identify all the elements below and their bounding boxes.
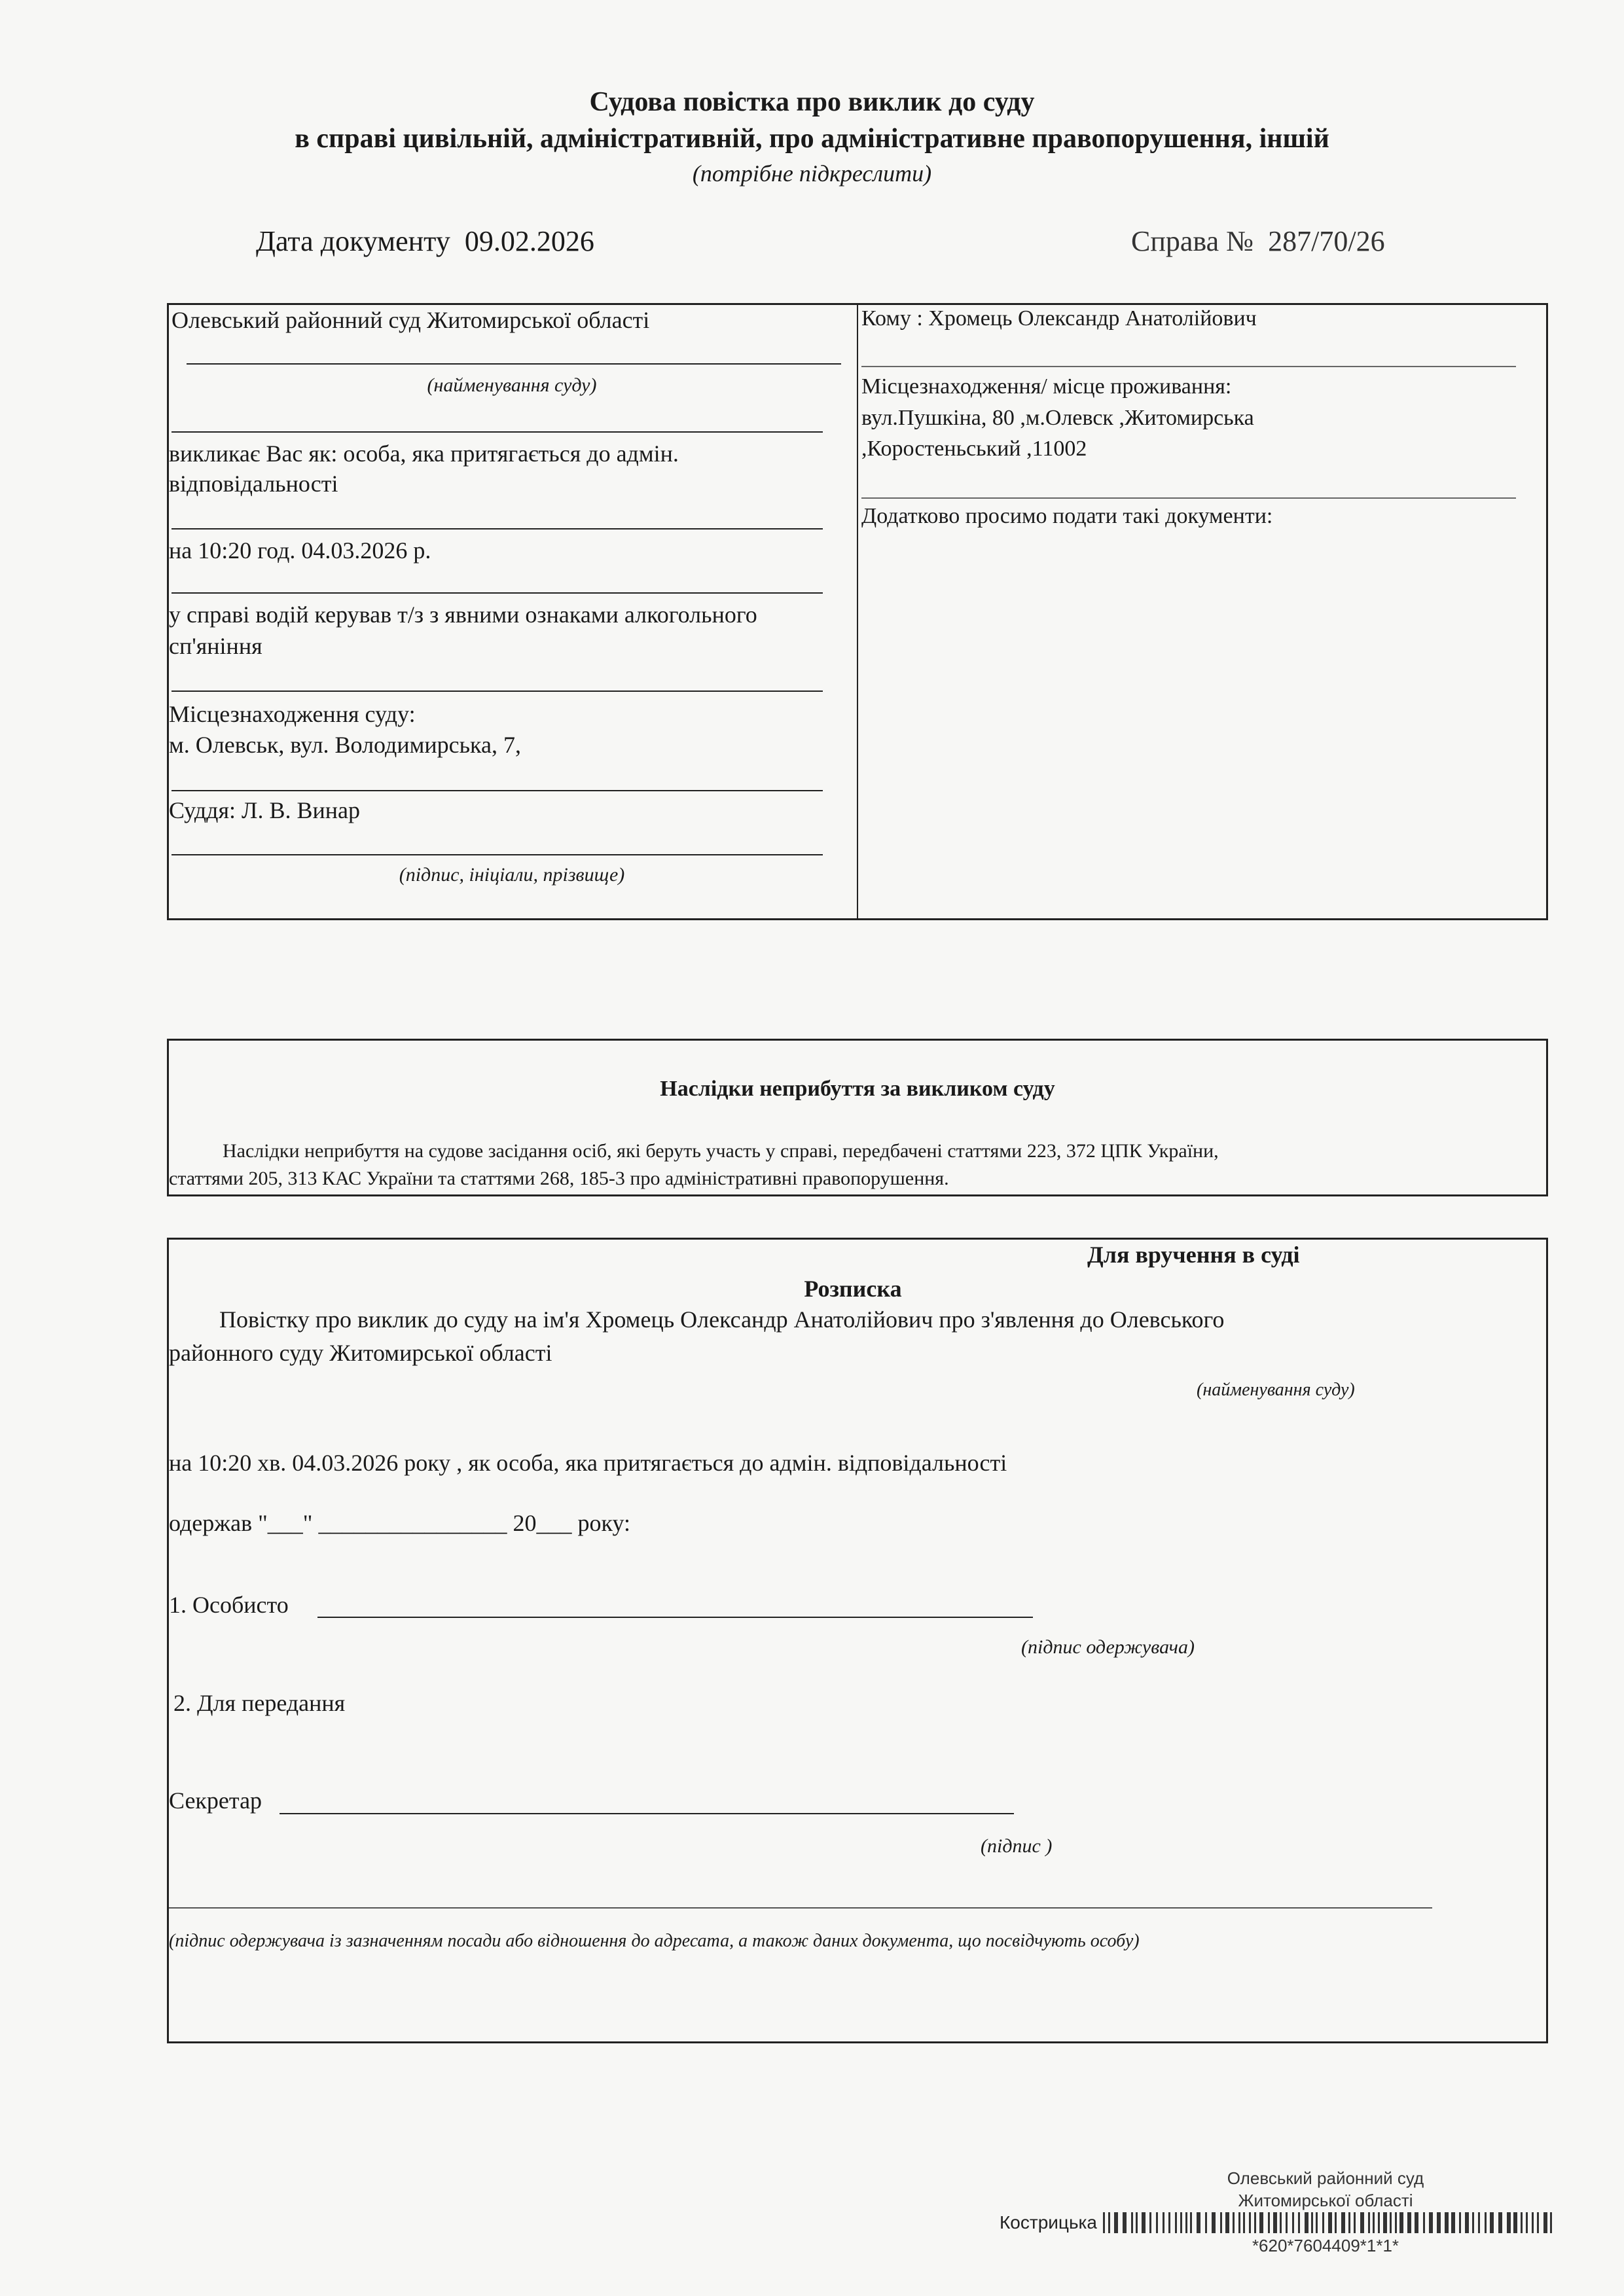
barcode-bar [1437, 2212, 1441, 2233]
barcode-bar [1108, 2212, 1110, 2233]
document-subtitle: в справі цивільній, адміністративній, про адміністративне правопорушення, іншій [295, 124, 1329, 154]
personally-signature-line[interactable] [317, 1617, 1033, 1618]
barcode-bar [1185, 2212, 1187, 2233]
divider [861, 366, 1516, 367]
barcode-bar [1335, 2212, 1337, 2233]
barcode-bar [1292, 2212, 1294, 2233]
barcode-bar [1360, 2212, 1364, 2233]
date-label: Дата документу [256, 225, 450, 257]
divider [171, 854, 823, 855]
barcode-bar [1212, 2212, 1216, 2233]
barcode-bar [1550, 2212, 1552, 2233]
judge-caption: (підпис, ініціали, прізвище) [399, 864, 625, 886]
barcode-bar [1532, 2212, 1534, 2233]
barcode-bar [1298, 2212, 1300, 2233]
divider [171, 790, 823, 791]
judge: Суддя: Л. В. Винар [169, 797, 360, 823]
secretary-caption: (підпис ) [981, 1835, 1053, 1857]
barcode-bar [1472, 2212, 1474, 2233]
barcode-bar [1163, 2212, 1164, 2233]
address-label: Місцезнаходження/ місце проживання: [861, 374, 1232, 399]
divider [171, 528, 823, 529]
barcode-bar [1280, 2212, 1282, 2233]
secretary-label: Секретар [169, 1787, 262, 1814]
case-value: 287/70/26 [1268, 225, 1385, 257]
barcode-bar [1168, 2212, 1170, 2233]
barcode-bar [1136, 2212, 1138, 2233]
address-line1: вул.Пушкіна, 80 ,м.Олевск ,Житомирська [861, 406, 1254, 430]
consequences-text: Наслідки неприбуття на судове засідання осіб, які беруть участь у справі, передбачені статтями 223, 372 ЦПК України, [223, 1140, 1219, 1162]
case-description-cont: сп'яніння [169, 633, 262, 659]
summoned-as-cont: відповідальності [169, 471, 338, 497]
barcode-bar [1286, 2212, 1288, 2233]
barcode-bar [1316, 2212, 1318, 2233]
received-date-field[interactable]: одержав "___" ________________ 20___ року: [169, 1510, 631, 1536]
barcode-bar [1498, 2212, 1502, 2233]
court-name: Олевський районний суд Житомирської області [171, 307, 650, 333]
barcode-bar [1149, 2212, 1151, 2233]
barcode-bar [1249, 2212, 1251, 2233]
personally-label: 1. Особисто [169, 1592, 289, 1618]
receipt-text-cont: районного суду Житомирської області [169, 1340, 552, 1366]
barcode-bar [1368, 2212, 1370, 2233]
barcode-bar [1478, 2212, 1480, 2233]
barcode-bar [1407, 2212, 1411, 2233]
barcode-bar [1322, 2212, 1324, 2233]
hearing-time: на 10:20 год. 04.03.2026 р. [169, 537, 431, 564]
divider [187, 363, 841, 365]
column-divider [857, 303, 858, 920]
barcode-bar [1311, 2212, 1313, 2233]
court-name-caption: (найменування суду) [427, 374, 597, 396]
case-label: Справа № [1131, 225, 1254, 257]
barcode-bar [1451, 2212, 1455, 2233]
document-date [256, 224, 594, 258]
barcode-bar [1175, 2212, 1177, 2233]
barcode-bar [1190, 2212, 1192, 2233]
barcode-bar [1513, 2212, 1517, 2233]
barcode-bar [1123, 2212, 1127, 2233]
barcode-bar [1273, 2212, 1277, 2233]
barcode-bar [1348, 2212, 1350, 2233]
barcode-bar [1485, 2212, 1487, 2233]
barcode-bar [1390, 2212, 1392, 2233]
barcode-bar [1197, 2212, 1200, 2233]
barcode-bar [1373, 2212, 1375, 2233]
barcode-bar [1383, 2212, 1387, 2233]
barcode-bar [1465, 2212, 1469, 2233]
recipient: Кому : Хромець Олександр Анатолійович [861, 306, 1257, 331]
barcode-bar [1445, 2212, 1449, 2233]
barcode-number: *620*7604409*1*1* [1252, 2236, 1399, 2255]
barcode-bar [1507, 2212, 1511, 2233]
barcode-bar [1341, 2212, 1345, 2233]
barcode-bar [1415, 2212, 1418, 2233]
court-location-label: Місцезнаходження суду: [169, 701, 416, 727]
barcode-bar [1180, 2212, 1182, 2233]
for-court-label: Для вручення в суді [1087, 1242, 1300, 1268]
barcode-bar [1521, 2212, 1523, 2233]
date-value: 09.02.2026 [464, 225, 594, 257]
barcode-bar [1205, 2212, 1207, 2233]
secretary-signature-line[interactable] [280, 1813, 1014, 1814]
summoned-as: викликає Вас як: особа, яка притягається до адмін. [169, 440, 679, 467]
address-line2: ,Коростеньський ,11002 [861, 437, 1087, 461]
barcode-bar [1490, 2212, 1494, 2233]
consequences-text-cont: статтями 205, 313 КАС України та статтями 268, 185-3 про адміністративні правопорушення. [169, 1168, 949, 1189]
barcode-bar [1328, 2212, 1332, 2233]
barcode-bar [1378, 2212, 1380, 2233]
barcode-bar [1225, 2212, 1229, 2233]
documents-request: Додатково просимо подати такі документи: [861, 504, 1273, 528]
consequences-title: Наслідки неприбуття за викликом суду [660, 1077, 1055, 1101]
barcode-bar [1156, 2212, 1158, 2233]
barcode-bar [1395, 2212, 1397, 2233]
court-caption: (найменування суду) [1197, 1380, 1355, 1400]
recipient-signature-line[interactable] [169, 1907, 1432, 1909]
barcode-bar [1354, 2212, 1356, 2233]
stamp-region: Житомирської області [1238, 2191, 1413, 2210]
barcode-bar [1537, 2212, 1539, 2233]
barcode-bar [1114, 2212, 1118, 2233]
barcode-bar [1543, 2212, 1547, 2233]
divider [171, 592, 823, 594]
divider [171, 691, 823, 692]
document-title: Судова повістка про виклик до суду [589, 87, 1035, 117]
case-description: у справі водій керував т/з з явними ознаками алкогольного [169, 601, 757, 628]
barcode-bar [1142, 2212, 1146, 2233]
divider [861, 497, 1516, 499]
clerk-name: Кострицька [1000, 2212, 1097, 2233]
barcode-bar [1259, 2212, 1263, 2233]
personally-caption: (підпис одержувача) [1021, 1636, 1195, 1658]
barcode-bar [1254, 2212, 1256, 2233]
stamp-court-name: Олевський районний суд [1227, 2168, 1424, 2188]
for-transfer-label: 2. Для передання [173, 1690, 346, 1716]
receipt-text: Повістку про виклик до суду на ім'я Хромець Олександр Анатолійович про з'явлення до Олевського [219, 1306, 1225, 1333]
barcode-bar [1459, 2212, 1461, 2233]
court-location: м. Олевськ, вул. Володимирська, 7, [169, 732, 521, 758]
divider [171, 431, 823, 433]
barcode-bar [1268, 2212, 1270, 2233]
barcode-bar [1429, 2212, 1433, 2233]
barcode-bar [1238, 2212, 1240, 2233]
receipt-title: Розписка [804, 1276, 902, 1302]
barcode-bar [1305, 2212, 1308, 2233]
recipient-caption: (підпис одержувача із зазначенням посади або відношення до адресата, а також даних документа, що посвідчують особу) [169, 1931, 1140, 1951]
barcode-bar [1131, 2212, 1133, 2233]
barcode-bar [1526, 2212, 1528, 2233]
barcode-bar [1243, 2212, 1245, 2233]
barcode-bar [1423, 2212, 1425, 2233]
case-number [1131, 224, 1385, 258]
barcode-bar [1399, 2212, 1403, 2233]
barcode-bar [1233, 2212, 1235, 2233]
receipt-time: на 10:20 хв. 04.03.2026 року , як особа, яка притягається до адмін. відповідальності [169, 1450, 1007, 1476]
barcode [1103, 2212, 1555, 2233]
underline-instruction: (потрібне підкреслити) [692, 160, 932, 187]
barcode-bar [1220, 2212, 1222, 2233]
barcode-bar [1103, 2212, 1105, 2233]
